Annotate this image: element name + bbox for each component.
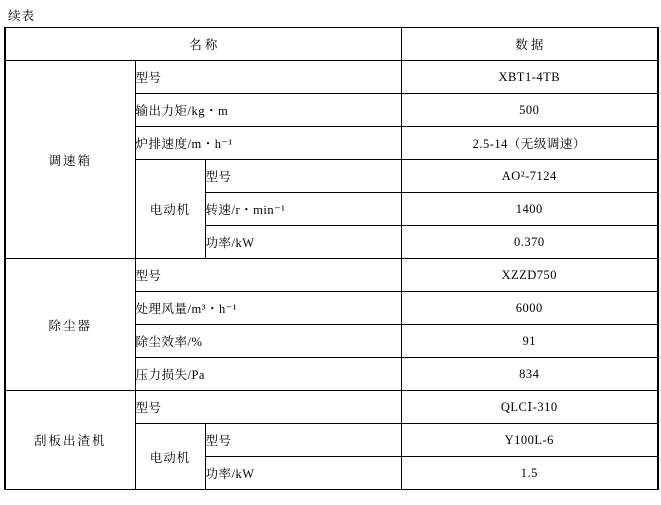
row-value: XBT1-4TB <box>401 61 658 94</box>
row-value: Y100L-6 <box>401 424 658 457</box>
row-name: 输出力矩/kg・m <box>135 94 401 127</box>
row-value: 0.370 <box>401 226 658 259</box>
row-value: 2.5-14（无级调速） <box>401 127 658 160</box>
row-name: 压力损失/Pa <box>135 358 401 391</box>
row-value: 1.5 <box>401 457 658 490</box>
row-name: 功率/kW <box>205 226 401 259</box>
spec-table <box>4 27 659 490</box>
group-label-1: 除尘器 <box>5 259 135 391</box>
row-value: 834 <box>401 358 658 391</box>
row-value: 500 <box>401 94 658 127</box>
table-row <box>5 391 658 424</box>
continuation-label: 续表 <box>8 9 36 23</box>
row-value: 1400 <box>401 193 658 226</box>
group-label-2: 刮板出渣机 <box>5 391 135 490</box>
row-value: QLCⅠ-310 <box>401 391 658 424</box>
row-value: XZZD750 <box>401 259 658 292</box>
table-header-row <box>5 28 658 61</box>
row-name: 型号 <box>205 424 401 457</box>
row-name: 型号 <box>205 160 401 193</box>
row-name: 除尘效率/% <box>135 325 401 358</box>
row-value: 6000 <box>401 292 658 325</box>
group-label-0: 调速箱 <box>5 61 135 259</box>
table-row <box>5 61 658 94</box>
header-name: 名 称 <box>5 28 401 61</box>
header-data: 数 据 <box>401 28 658 61</box>
row-name: 功率/kW <box>205 457 401 490</box>
row-name: 炉排速度/m・h⁻¹ <box>135 127 401 160</box>
row-value: 91 <box>401 325 658 358</box>
row-value: AO²-7124 <box>401 160 658 193</box>
row-name: 型号 <box>135 391 401 424</box>
table-row <box>5 259 658 292</box>
row-name: 转速/r・min⁻¹ <box>205 193 401 226</box>
sub-group-label-motor: 电动机 <box>135 424 205 490</box>
sub-group-label-motor: 电动机 <box>135 160 205 259</box>
row-name: 型号 <box>135 259 401 292</box>
row-name: 型号 <box>135 61 401 94</box>
row-name: 处理风量/m³・h⁻¹ <box>135 292 401 325</box>
